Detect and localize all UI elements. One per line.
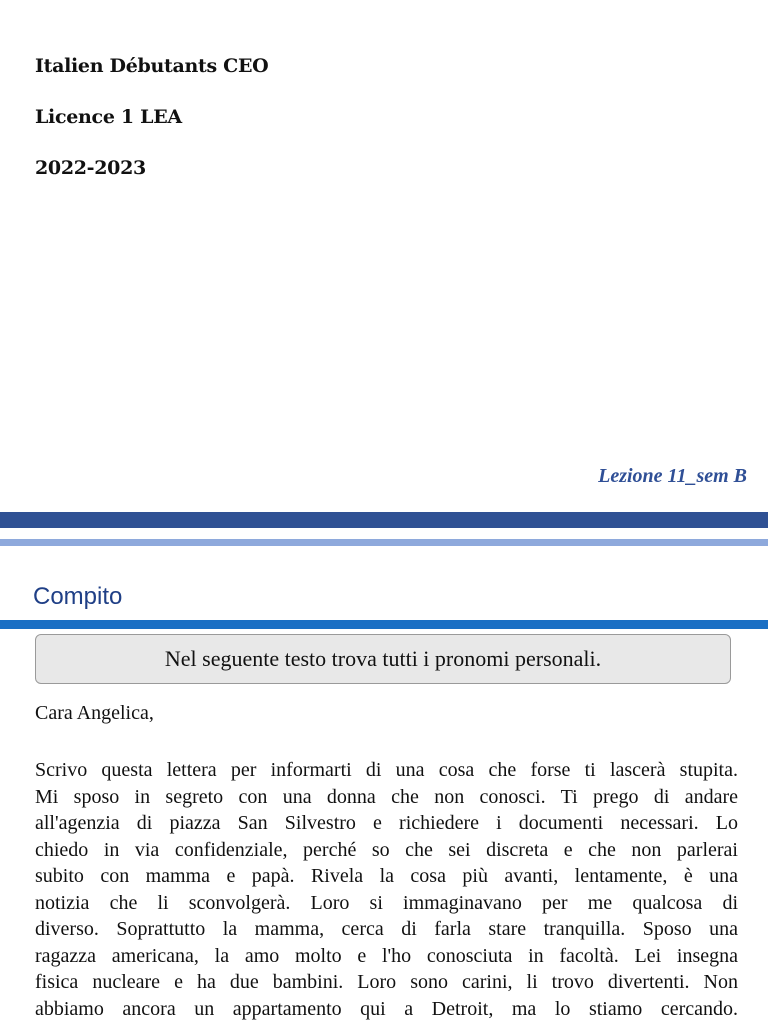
letter-line: abbiamo ancora un appartamento qui a Detroit, ma lo stiamo cercando. <box>35 997 738 1020</box>
academic-year: 2022-2023 <box>35 157 146 179</box>
letter-line: fisica nucleare e ha due bambini. Loro sono carini, li trovo divertenti. Non <box>35 971 738 993</box>
header-band-light <box>0 539 768 546</box>
letter-line: all'agenzia di piazza San Silvestro e richiedere i documenti necessari. Lo <box>35 812 738 834</box>
instruction-text: Nel seguente testo trova tutti i pronomi personali. <box>164 646 602 671</box>
letter-line: Scrivo questa lettera per informarti di una cosa che forse ti lascerà stupita. <box>35 759 738 781</box>
instruction-box <box>35 634 731 684</box>
letter-line: chiedo in via confidenziale, perché so che sei discreta e che non parlerai <box>35 838 738 861</box>
section-rule <box>0 620 768 629</box>
section-title: Compito <box>33 583 123 610</box>
letter-line: ragazza americana, la amo molto e l'ho conosciuta in facoltà. Lei insegna <box>35 944 738 967</box>
letter-line: subito con mamma e papà. Rivela la cosa più avanti, lentamente, è una <box>35 865 738 887</box>
lesson-label: Lezione 11_sem B <box>598 465 747 487</box>
program-title: Licence 1 LEA <box>35 106 182 128</box>
letter-line: Mi sposo in segreto con una donna che non conosci. Ti prego di andare <box>35 785 738 808</box>
header-band-dark <box>0 512 768 528</box>
letter-body <box>35 757 738 1022</box>
letter-line: diverso. Soprattutto la mamma, cerca di farla stare tranquilla. Sposo una <box>35 918 738 940</box>
letter-line: notizia che li sconvolgerà. Loro si immaginavano per me qualcosa di <box>35 891 738 914</box>
course-title: Italien Débutants CEO <box>35 55 269 77</box>
letter-salutation: Cara Angelica, <box>35 702 154 724</box>
